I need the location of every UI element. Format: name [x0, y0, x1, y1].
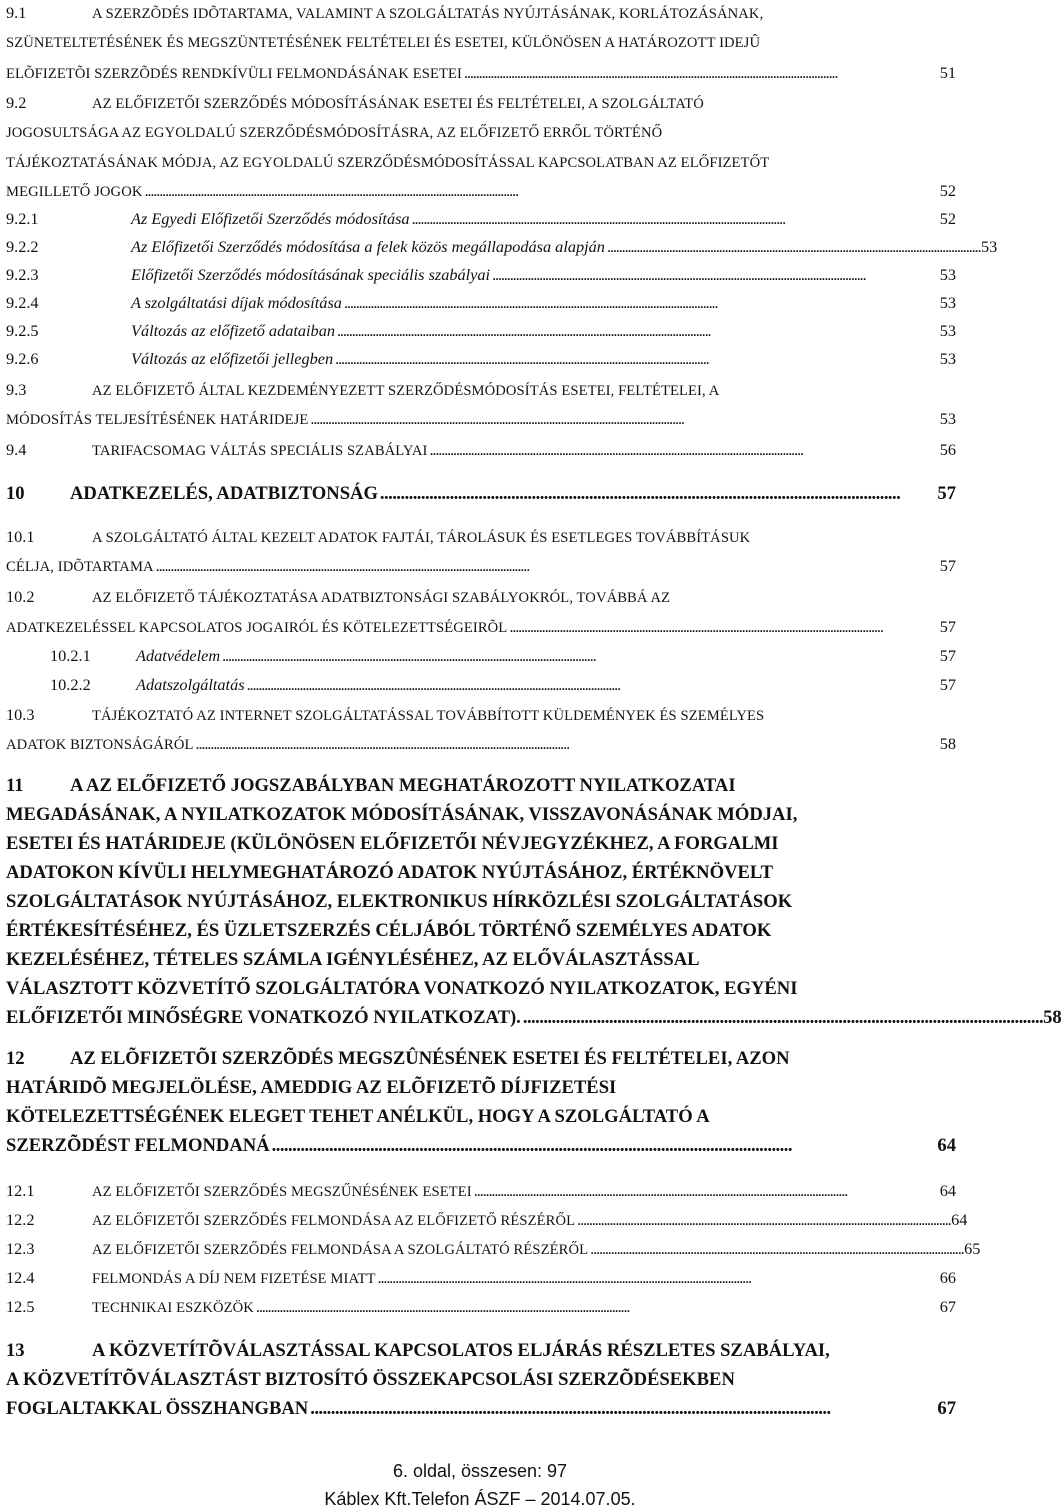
- toc-title: TÁJÉKOZTATÓ AZ INTERNET SZOLGÁLTATÁSSAL TOVÁBBÍTOTT KÜLDEMÉNYEK ÉS SZEMÉLYES: [92, 708, 765, 724]
- toc-entry-9-2-5[interactable]: [6, 320, 956, 342]
- toc-entry-13-cont: [6, 1367, 956, 1393]
- toc-entry-9-3-cont[interactable]: [6, 408, 956, 431]
- toc-title: A AZ ELŐFIZETŐ JOGSZABÁLYBAN MEGHATÁROZOTT NYILATKOZATAI: [70, 775, 736, 796]
- dot-leader: [344, 292, 938, 314]
- toc-page-number: 53: [980, 237, 998, 256]
- toc-entry-10-2-1[interactable]: [50, 645, 956, 667]
- toc-number: 12.5: [6, 1297, 35, 1316]
- toc-number: 10.2.1: [50, 646, 91, 665]
- dot-leader: [523, 1005, 1041, 1031]
- toc-page-number: 52: [939, 181, 956, 200]
- toc-page-number: 57: [939, 617, 956, 636]
- toc-title: SZOLGÁLTATÁSOK NYÚJTÁSÁHOZ, ELEKTRONIKUS HÍRKÖZLÉSI SZOLGÁLTATÁSOK: [6, 891, 793, 912]
- dot-leader: [310, 408, 937, 430]
- dot-leader: [144, 180, 937, 202]
- dot-leader: [256, 1296, 938, 1318]
- toc-number: 9.2.1: [6, 209, 39, 228]
- toc-entry-11-cont: [6, 802, 956, 828]
- toc-title: Adatvédelem: [136, 646, 221, 665]
- toc-number: 9.2: [6, 93, 27, 112]
- toc-page-number: 58: [939, 734, 956, 753]
- dot-leader: [412, 208, 938, 230]
- toc-entry-12-1[interactable]: [6, 1180, 956, 1203]
- toc-entry-12-4[interactable]: [6, 1267, 956, 1290]
- toc-title: FELMONDÁS A DÍJ NEM FIZETÉSE MIATT: [92, 1271, 376, 1287]
- toc-entry-11-cont: [6, 831, 956, 857]
- toc-title: Változás az előfizető adataiban: [131, 321, 335, 340]
- toc-entry-12-cont: [6, 1075, 956, 1101]
- toc-entry-9-2-cont: [6, 122, 956, 144]
- dot-leader: [590, 1238, 962, 1260]
- dot-leader: [272, 1133, 936, 1159]
- toc-number: 9.2.6: [6, 349, 39, 368]
- toc-page-number: 66: [939, 1268, 956, 1287]
- toc-number: 13: [6, 1340, 25, 1361]
- toc-title: HATÁRIDÕ MEGJELÖLÉSE, AMEDDIG AZ ELÕFIZETÕ DÍJFIZETÉSI: [6, 1077, 617, 1098]
- toc-entry-11-cont: [6, 860, 956, 886]
- toc-number: 12.4: [6, 1268, 35, 1287]
- toc-page-number: 64: [951, 1210, 968, 1229]
- toc-page-number: 57: [937, 483, 956, 504]
- toc-page-number: 53: [939, 265, 956, 284]
- toc-entry-10[interactable]: [6, 481, 956, 507]
- toc-entry-11-cont: [6, 889, 956, 915]
- page-counter: 6. oldal, összesen: 97: [392, 1461, 568, 1481]
- toc-page-number: 67: [937, 1398, 956, 1419]
- toc-title: ELŐFIZETŐI MINŐSÉGRE VONATKOZÓ NYILATKOZAT).: [6, 1007, 521, 1028]
- toc-entry-12-2[interactable]: [6, 1209, 968, 1232]
- toc-title: AZ ELŐFIZETŐI SZERZŐDÉS FELMONDÁSA AZ ELŐFIZETŐ RÉSZÉRŐL: [92, 1213, 576, 1229]
- dot-leader: [380, 481, 935, 507]
- toc-entry-11-cont: [6, 918, 956, 944]
- toc-number: 10.2: [6, 587, 35, 606]
- dot-leader: [247, 674, 938, 696]
- toc-title: AZ ELŐFIZETŐI SZERZŐDÉS FELMONDÁSA A SZOLGÁLTATÓ RÉSZÉRŐL: [92, 1242, 589, 1258]
- toc-entry-9-1-cont: [6, 32, 956, 54]
- toc-title: ÉRTÉKESÍTÉSÉHEZ, ÉS ÜZLETSZERZÉS CÉLJÁBÓL TÖRTÉNŐ SZEMÉLYES ADATOK: [6, 920, 772, 941]
- toc-title: A SZERZÕDÉS IDÕTARTAMA, VALAMINT A SZOLGÁLTATÁS NYÚJTÁSÁNAK, KORLÁTOZÁSÁNAK,: [92, 6, 764, 22]
- toc-title: TARIFACSOMAG VÁLTÁS SPECIÁLIS SZABÁLYAI: [92, 443, 428, 459]
- toc-title: CÉLJA, IDÕTARTAMA: [6, 559, 154, 575]
- toc-title: AZ ELŐFIZETŐI SZERZŐDÉS MÓDOSÍTÁSÁNAK ESETEI ÉS FELTÉTELEI, A SZOLGÁLTATÓ: [92, 96, 704, 112]
- toc-title: Az Egyedi Előfizetői Szerződés módosítása: [131, 209, 410, 228]
- toc-number: 10.2.2: [50, 675, 91, 694]
- toc-entry-13[interactable]: [6, 1338, 956, 1364]
- toc-number: 9.4: [6, 440, 27, 459]
- toc-title: AZ ELŐFIZETŐ ÁLTAL KEZDEMÉNYEZETT SZERZŐDÉSMÓDOSÍTÁS ESETEI, FELTÉTELEI, A: [92, 383, 720, 399]
- toc-title: SZERZÕDÉST FELMONDANÁ: [6, 1135, 270, 1156]
- toc-number: 9.2.3: [6, 265, 39, 284]
- toc-entry-9-2-1[interactable]: [6, 208, 956, 230]
- toc-page-number: 57: [939, 675, 956, 694]
- dot-leader: [509, 616, 937, 638]
- toc-number: 12: [6, 1048, 25, 1069]
- toc-entry-11-cont[interactable]: [6, 1005, 1062, 1031]
- toc-entry-10-3[interactable]: [6, 704, 956, 727]
- toc-title: Változás az előfizetői jellegben: [131, 349, 334, 368]
- toc-entry-11[interactable]: [6, 773, 956, 799]
- dot-leader: [474, 1180, 938, 1202]
- toc-entry-12[interactable]: [6, 1046, 956, 1072]
- toc-title: A KÖZVETÍTÕVÁLASZTÁST BIZTOSÍTÓ ÖSSZEKAPCSOLÁSI SZERZÕDÉSEKBEN: [6, 1369, 735, 1390]
- toc-page-number: 51: [939, 63, 956, 82]
- toc-entry-9-2-6[interactable]: [6, 348, 956, 370]
- toc-title: Adatszolgáltatás: [136, 675, 245, 694]
- toc-number: 9.1: [6, 3, 27, 22]
- dot-leader: [196, 733, 938, 755]
- toc-page-number: 65: [964, 1239, 981, 1258]
- toc-title: AZ ELŐFIZETŐI SZERZŐDÉS MEGSZŰNÉSÉNEK ESETEI: [92, 1184, 472, 1200]
- toc-title: Előfizetői Szerződés módosításának speciális szabályai: [131, 265, 491, 284]
- toc-entry-9-1[interactable]: [6, 2, 956, 25]
- toc-entry-10-2-2[interactable]: [50, 674, 956, 696]
- dot-leader: [492, 264, 938, 286]
- toc-entry-12-5[interactable]: [6, 1296, 956, 1319]
- toc-title: MEGADÁSÁNAK, A NYILATKOZATOK MÓDOSÍTÁSÁNAK, VISSZAVONÁSÁNAK MÓDJAI,: [6, 804, 798, 825]
- toc-entry-9-3[interactable]: [6, 379, 956, 402]
- toc-number: 10.1: [6, 527, 35, 546]
- toc-title: ELÕFIZETÕI SZERZÕDÉS RENDKÍVÜLI FELMONDÁSÁNAK ESETEI: [6, 66, 462, 82]
- toc-entry-12-3[interactable]: [6, 1238, 981, 1261]
- toc-entry-9-2-3[interactable]: [6, 264, 956, 286]
- toc-title: A szolgáltatási díjak módosítása: [131, 293, 342, 312]
- dot-leader: [335, 348, 938, 370]
- toc-title: Az Előfizetői Szerződés módosítása a felek közös megállapodása alapján: [131, 237, 605, 256]
- toc-entry-12-cont[interactable]: [6, 1133, 956, 1159]
- toc-entry-10-2-cont[interactable]: [6, 616, 956, 639]
- dot-leader: [310, 1396, 935, 1422]
- dot-leader: [337, 320, 938, 342]
- toc-page-number: 67: [939, 1297, 956, 1316]
- toc-page-number: 53: [939, 321, 956, 340]
- toc-entry-12-cont: [6, 1104, 956, 1130]
- toc-number: 9.2.2: [6, 237, 39, 256]
- toc-number: 12.2: [6, 1210, 35, 1229]
- toc-title: SZÜNETELTETÉSÉNEK ÉS MEGSZÜNTETÉSÉNEK FELTÉTELEI ÉS ESETEI, KÜLÖNÖSEN A HATÁROZOTT IDEJÛ: [6, 35, 761, 51]
- toc-entry-9-2-cont: [6, 152, 956, 174]
- toc-entry-9-2-4[interactable]: [6, 292, 956, 314]
- toc-title: AZ ELÕFIZETÕI SZERZÕDÉS MEGSZÛNÉSÉNEK ESETEI ÉS FELTÉTELEI, AZON: [70, 1048, 790, 1069]
- toc-title: ESETEI ÉS HATÁRIDEJE (KÜLÖNÖSEN ELŐFIZETŐI NÉVJEGYZÉKHEZ, A FORGALMI: [6, 833, 779, 854]
- dot-leader: [222, 645, 938, 667]
- toc-title: MEGILLETŐ JOGOK: [6, 184, 143, 200]
- toc-number: 10: [6, 483, 25, 504]
- toc-entry-9-4[interactable]: [6, 439, 956, 462]
- toc-title: TÁJÉKOZTATÁSÁNAK MÓDJA, AZ EGYOLDALÚ SZERZŐDÉSMÓDOSÍTÁSSAL KAPCSOLATBAN AZ ELŐFIZETŐT: [6, 155, 770, 171]
- dot-leader: [156, 555, 938, 577]
- toc-page-number: 53: [939, 293, 956, 312]
- toc-number: 9.3: [6, 380, 27, 399]
- toc-title: ADATKEZELÉSSEL KAPCSOLATOS JOGAIRÓL ÉS KÖTELEZETTSÉGEIRÕL: [6, 620, 508, 636]
- toc-entry-11-cont: [6, 976, 956, 1002]
- toc-entry-9-2[interactable]: [6, 92, 956, 115]
- toc-entry-10-2[interactable]: [6, 586, 956, 609]
- toc-page-number: 53: [939, 349, 956, 368]
- toc-page-number: 53: [939, 409, 956, 428]
- toc-number: 11: [6, 775, 24, 796]
- toc-page-number: 56: [939, 440, 956, 459]
- toc-number: 9.2.4: [6, 293, 39, 312]
- dot-leader: [607, 236, 979, 258]
- toc-page-number: 64: [937, 1135, 956, 1156]
- toc-entry-13-cont[interactable]: [6, 1396, 956, 1422]
- dot-leader: [378, 1267, 938, 1289]
- toc-entry-10-3-cont[interactable]: [6, 733, 956, 756]
- dot-leader: [429, 439, 937, 461]
- toc-page-number: 57: [939, 646, 956, 665]
- toc-number: 12.1: [6, 1181, 35, 1200]
- footer-company: Káblex Kft.Telefon ÁSZF – 2014.07.05.: [324, 1489, 636, 1509]
- toc-entry-9-2-cont[interactable]: [6, 180, 956, 203]
- toc-number: 9.2.5: [6, 321, 39, 340]
- toc-entry-9-2-2[interactable]: [6, 236, 998, 258]
- toc-title: JOGOSULTSÁGA AZ EGYOLDALÚ SZERZŐDÉSMÓDOSÍTÁSRA, AZ ELŐFIZETŐ ERRŐL TÖRTÉNŐ: [6, 125, 663, 141]
- toc-title: A KÖZVETÍTÕVÁLASZTÁSSAL KAPCSOLATOS ELJÁRÁS RÉSZLETES SZABÁLYAI,: [92, 1340, 830, 1361]
- toc-title: ADATKEZELÉS, ADATBIZTONSÁG: [70, 483, 378, 504]
- toc-entry-11-cont: [6, 947, 956, 973]
- toc-number: 12.3: [6, 1239, 35, 1258]
- toc-page-number: 57: [939, 556, 956, 575]
- toc-title: KEZELÉSÉHEZ, TÉTELES SZÁMLA IGÉNYLÉSÉHEZ, AZ ELŐVÁLASZTÁSSAL: [6, 949, 700, 970]
- toc-title: ADATOKON KÍVÜLI HELYMEGHATÁROZÓ ADATOK NYÚJTÁSÁHOZ, ÉRTÉKNÖVELT: [6, 862, 773, 883]
- toc-title: VÁLASZTOTT KÖZVETÍTŐ SZOLGÁLTATÓRA VONATKOZÓ NYILATKOZATOK, EGYÉNI: [6, 978, 798, 999]
- dot-leader: [577, 1209, 949, 1231]
- toc-title: FOGLALTAKKAL ÖSSZHANGBAN: [6, 1398, 309, 1419]
- toc-title: AZ ELŐFIZETŐ TÁJÉKOZTATÁSA ADATBIZTONSÁGI SZABÁLYOKRÓL, TOVÁBBÁ AZ: [92, 590, 671, 606]
- dot-leader: [464, 62, 938, 84]
- toc-page-number: 64: [939, 1181, 956, 1200]
- toc-entry-9-1-cont[interactable]: [6, 62, 956, 85]
- toc-title: KÖTELEZETTSÉGÉNEK ELEGET TEHET ANÉLKÜL, HOGY A SZOLGÁLTATÓ A: [6, 1106, 710, 1127]
- toc-title: ADATOK BIZTONSÁGÁRÓL: [6, 737, 194, 753]
- toc-number: 10.3: [6, 705, 35, 724]
- toc-page-number: 52: [939, 209, 956, 228]
- toc-title: MÓDOSÍTÁS TELJESÍTÉSÉNEK HATÁRIDEJE: [6, 412, 309, 428]
- toc-title: A SZOLGÁLTATÓ ÁLTAL KEZELT ADATOK FAJTÁI, TÁROLÁSUK ÉS ESETLEGES TOVÁBBÍTÁSUK: [92, 530, 751, 546]
- toc-entry-10-1-cont[interactable]: [6, 555, 956, 578]
- toc-entry-10-1[interactable]: [6, 526, 956, 549]
- toc-title: TECHNIKAI ESZKÖZÖK: [92, 1300, 254, 1316]
- toc-page-number: 58: [1043, 1007, 1062, 1028]
